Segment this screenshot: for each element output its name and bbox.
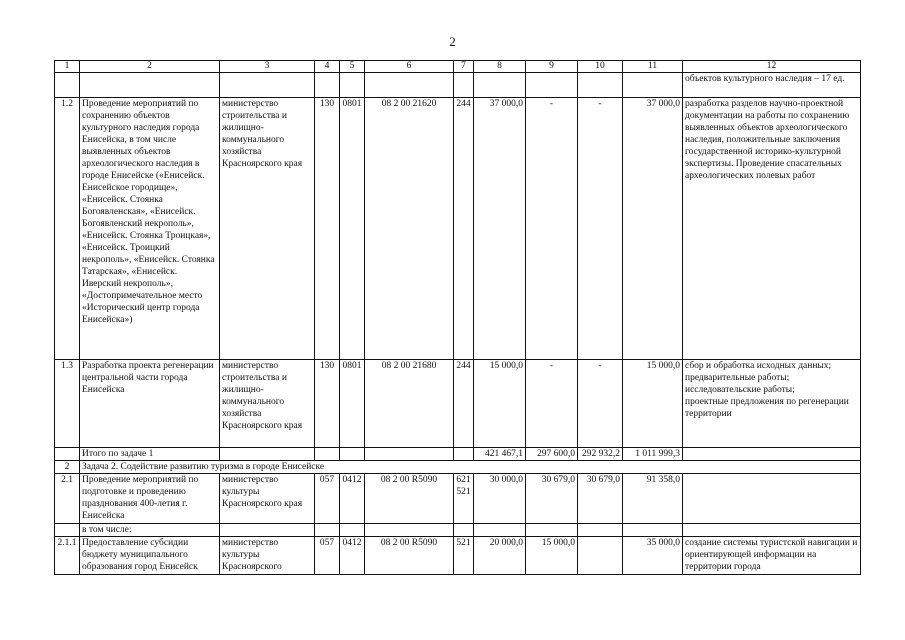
vr-code: 621 521: [454, 474, 474, 524]
col-header-8: 8: [474, 61, 526, 73]
row-number: 2: [55, 461, 80, 474]
table-row-task-2: [55, 461, 861, 474]
year1-amount: 30 000,0: [474, 474, 526, 524]
total-amount: 15 000,0: [623, 360, 683, 448]
row-number: 1.2: [55, 98, 80, 360]
executor: министерство строительства и жилищно-коммунального хозяйства Красноярского края: [220, 98, 315, 360]
col-header-5: 5: [340, 61, 365, 73]
table-row-2-1-1: [55, 537, 861, 575]
table-row-1-3: [55, 360, 861, 448]
task-title: Задача 2. Содействие развитию туризма в городе Енисейске: [80, 461, 861, 474]
executor: министерство строительства и жилищно-коммунального хозяйства Красноярского края: [220, 360, 315, 448]
itogo-year3: 292 932,2: [578, 448, 623, 461]
row-number: 2.1.1: [55, 537, 80, 575]
row-number: 2.1: [55, 474, 80, 524]
year1-amount: 15 000,0: [474, 360, 526, 448]
year2-amount: 30 679,0: [526, 474, 578, 524]
csr-code: 08 2 00 R5090: [365, 537, 454, 575]
result-cell: [683, 474, 861, 524]
total-amount: 91 358,0: [623, 474, 683, 524]
result-cell: разработка разделов научно-проектной документации на работы по сохранению выявленных объектов археологического наследия, положительные заключения государственной историко-культурной экспертизы. Проведение спасательных археологических полевых работ: [683, 98, 861, 360]
year1-amount: 20 000,0: [474, 537, 526, 575]
csr-code: 08 2 00 R5090: [365, 474, 454, 524]
year3-amount: 30 679,0: [578, 474, 623, 524]
grbs-code: 130: [315, 98, 340, 360]
col-header-4: 4: [315, 61, 340, 73]
year2-amount: -: [526, 98, 578, 360]
total-amount: 35 000,0: [623, 537, 683, 575]
grbs-code: 057: [315, 537, 340, 575]
col-header-3: 3: [220, 61, 315, 73]
col-header-10: 10: [578, 61, 623, 73]
rzpr-code: 0412: [340, 537, 365, 575]
year3-amount: -: [578, 98, 623, 360]
table-row-vtom: [55, 524, 861, 537]
csr-code: 08 2 00 21620: [365, 98, 454, 360]
itogo-total: 1 011 999,3: [623, 448, 683, 461]
year2-amount: -: [526, 360, 578, 448]
rzpr-code: 0801: [340, 98, 365, 360]
grbs-code: 057: [315, 474, 340, 524]
row-number: 1.3: [55, 360, 80, 448]
csr-code: 08 2 00 21680: [365, 360, 454, 448]
activity-name: Проведение мероприятий по подготовке и проведению празднования 400-летия г. Енисейска: [80, 474, 220, 524]
vtom-label: в том числе:: [80, 524, 220, 537]
header-row: [55, 61, 861, 73]
total-amount: 37 000,0: [623, 98, 683, 360]
activity-name: Разработка проекта регенерации центральной части города Енисейска: [80, 360, 220, 448]
itogo-year1: 421 467,1: [474, 448, 526, 461]
col-header-11: 11: [623, 61, 683, 73]
year2-amount: 15 000,0: [526, 537, 578, 575]
year3-amount: -: [578, 360, 623, 448]
table-row-itogo: [55, 448, 861, 461]
year1-amount: 37 000,0: [474, 98, 526, 360]
col-header-12: 12: [683, 61, 861, 73]
rzpr-code: 0801: [340, 360, 365, 448]
result-cell: сбор и обработка исходных данных; предварительные работы; исследовательские работы; проектные предложения по регенерации территории: [683, 360, 861, 448]
itogo-label: Итого по задаче 1: [80, 448, 220, 461]
rzpr-code: 0412: [340, 474, 365, 524]
table-row-1-2: [55, 98, 861, 360]
col-header-2: 2: [80, 61, 220, 73]
col-header-1: 1: [55, 61, 80, 73]
result-cell: создание системы туристской навигации и ориентирующей информации на территории города: [683, 537, 861, 575]
result-cell: объектов культурного наследия – 17 ед.: [683, 73, 861, 98]
col-header-9: 9: [526, 61, 578, 73]
vr-code: 521: [454, 537, 474, 575]
table-row-continuation: [55, 73, 861, 98]
vr-code: 244: [454, 98, 474, 360]
table-row-2-1: [55, 474, 861, 524]
activity-name: Проведение мероприятий по сохранению объектов культурного наследия города Енисейска, в том числе выявленных объектов археологического наследия в городе Енисейске («Енисейск. Енисейское городище», «Енисейск. Стоянка Богоявленская», «Енисейск. Богоявленский некрополь», «Енисейск. Стоянка Троицкая», «Енисейск. Троицкий некрополь», «Енисейск. Стоянка Татарская», «Енисейск. Иверский некрополь», «Достопримечательное место «Исторический центр города Енисейска»): [80, 98, 220, 360]
executor: министерство культуры Красноярского края: [220, 474, 315, 524]
year3-amount: [578, 537, 623, 575]
executor: министерство культуры Красноярского: [220, 537, 315, 575]
col-header-6: 6: [365, 61, 454, 73]
activity-name: Предоставление субсидии бюджету муниципального образования город Енисейск: [80, 537, 220, 575]
col-header-7: 7: [454, 61, 474, 73]
page-number: 2: [449, 34, 456, 49]
vr-code: 244: [454, 360, 474, 448]
grbs-code: 130: [315, 360, 340, 448]
itogo-year2: 297 600,0: [526, 448, 578, 461]
program-table: [54, 60, 861, 575]
